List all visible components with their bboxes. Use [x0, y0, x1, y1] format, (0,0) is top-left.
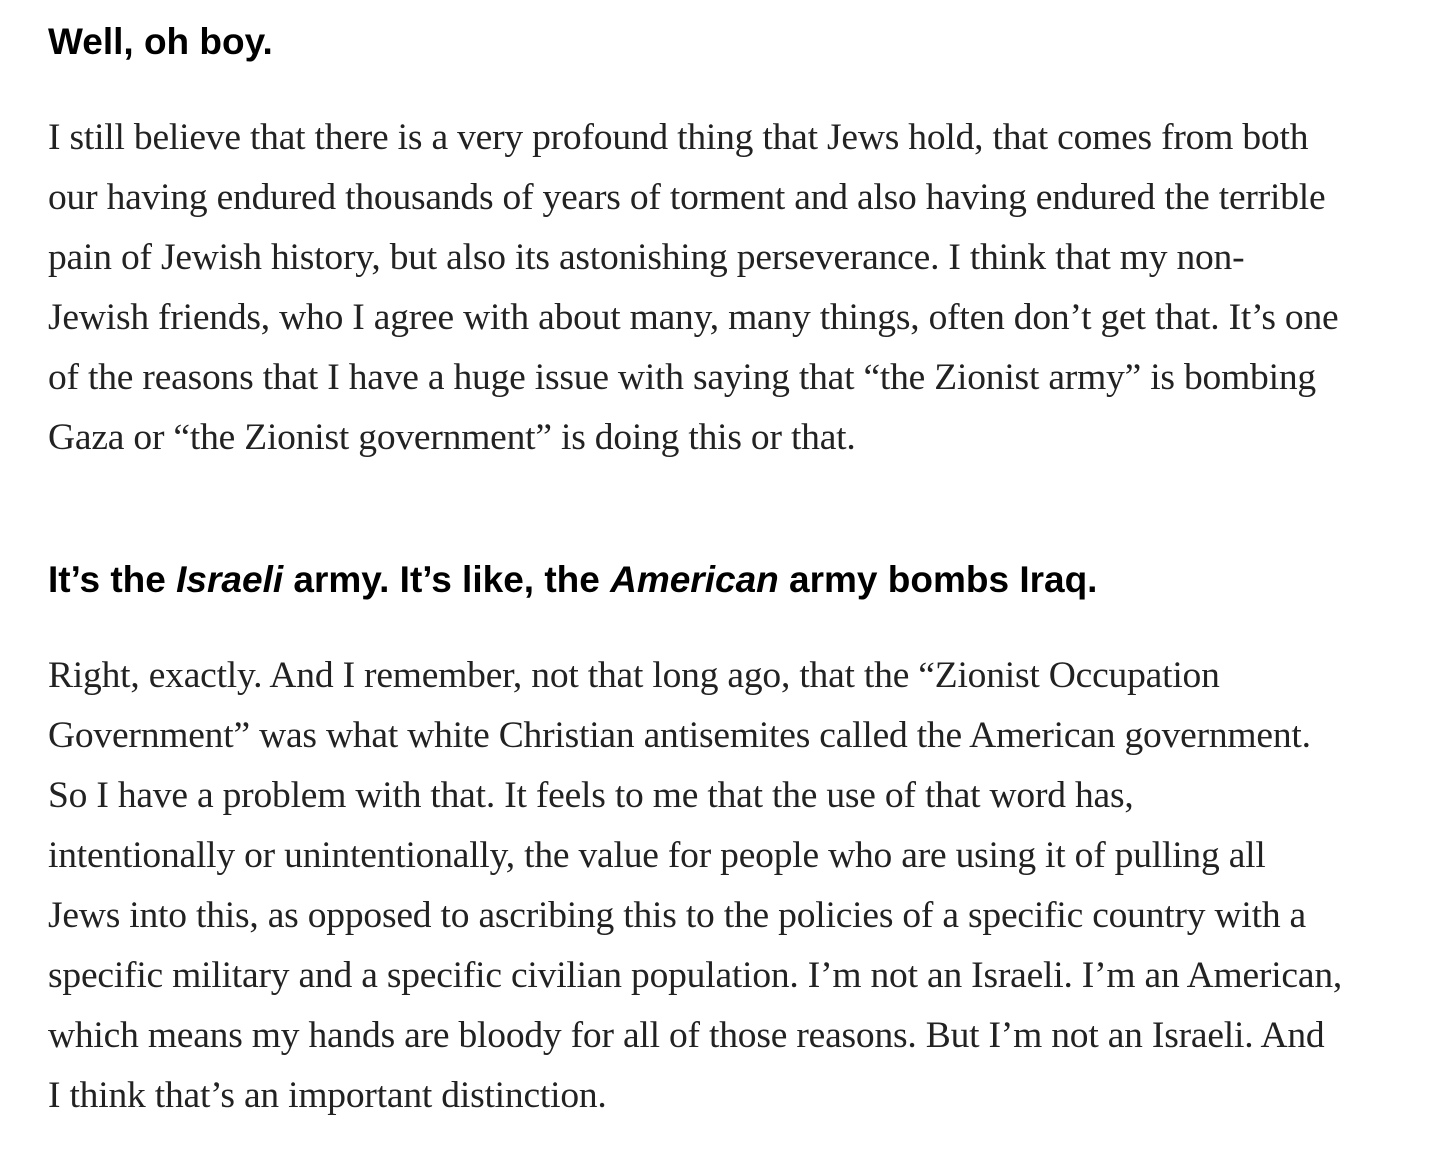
answer-line: Government” was what white Christian antisemites called the American government.	[48, 715, 1311, 756]
interview-answer	[48, 646, 1408, 1126]
answer-line: I think that’s an important distinction.	[48, 1075, 607, 1116]
answer-line: I still believe that there is a very profound thing that Jews hold, that comes from both	[48, 117, 1309, 158]
answer-line: pain of Jewish history, but also its astonishing perseverance. I think that my non-	[48, 237, 1245, 278]
question-emphasis: American	[610, 559, 779, 600]
answer-line: Gaza or “the Zionist government” is doing this or that.	[48, 417, 856, 458]
answer-line: So I have a problem with that. It feels to me that the use of that word has,	[48, 775, 1134, 816]
answer-line: intentionally or unintentionally, the value for people who are using it of pulling all	[48, 835, 1266, 876]
article-body	[48, 18, 1408, 1126]
interview-question: Well, oh boy.	[48, 21, 273, 62]
answer-line: Jewish friends, who I agree with about many, many things, often don’t get that. It’s one	[48, 297, 1339, 338]
interview-question	[48, 556, 1408, 604]
answer-line: Right, exactly. And I remember, not that long ago, that the “Zionist Occupation	[48, 655, 1220, 696]
answer-line: our having endured thousands of years of torment and also having endured the terrible	[48, 177, 1326, 218]
answer-line: Jews into this, as opposed to ascribing this to the policies of a specific country with a	[48, 895, 1307, 936]
answer-line: which means my hands are bloody for all of those reasons. But I’m not an Israeli. And	[48, 1015, 1325, 1056]
question-text: army. It’s like, the	[283, 559, 611, 600]
question-text: army bombs Iraq.	[778, 559, 1098, 600]
interview-answer	[48, 108, 1408, 468]
answer-line: of the reasons that I have a huge issue with saying that “the Zionist army” is bombing	[48, 357, 1316, 398]
answer-line: specific military and a specific civilian population. I’m not an Israeli. I’m an American,	[48, 955, 1343, 996]
question-text: It’s the	[48, 559, 177, 600]
question-emphasis: Israeli	[176, 559, 284, 600]
